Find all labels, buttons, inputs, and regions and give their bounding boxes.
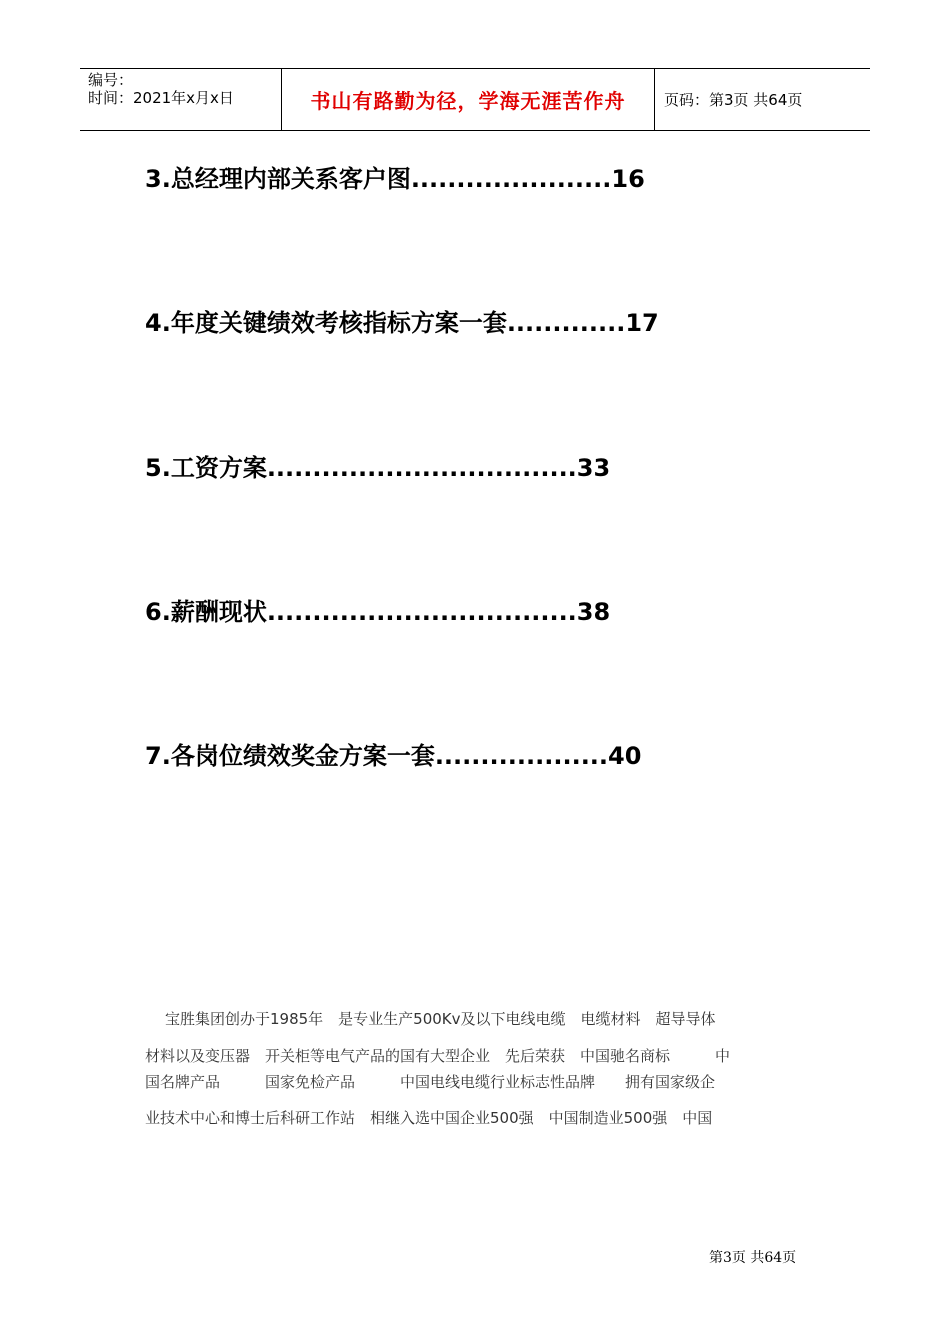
toc-entry[interactable]: 6.薪酬现状..................................38 xyxy=(145,598,611,626)
header-page-cell xyxy=(655,69,870,130)
header-page-number: 页码：第3页 共64页 xyxy=(664,91,803,109)
body-text-line: 材料以及变压器 开关柜等电气产品的国有大型企业 先后荣获 中国驰名商标 中 xyxy=(145,1047,731,1065)
toc-entry[interactable]: 4.年度关键绩效考核指标方案一套.............17 xyxy=(145,309,659,337)
header-motto-cell xyxy=(282,69,655,130)
body-text-line: 宝胜集团创办于1985年 是专业生产500Kv及以下电线电缆 电缆材料 超导导体 xyxy=(165,1010,716,1028)
toc-entry[interactable]: 5.工资方案..................................33 xyxy=(145,454,611,482)
document-time-label: 时间：2021年x月x日 xyxy=(88,89,234,107)
toc-entry[interactable]: 3.总经理内部关系客户图......................16 xyxy=(145,165,645,193)
page-header xyxy=(80,68,870,131)
document-number-label: 编号： xyxy=(88,71,134,89)
header-motto: 书山有路勤为径，学海无涯苦作舟 xyxy=(310,89,626,113)
body-text-line: 国名牌产品 国家免检产品 中国电线电缆行业标志性品牌 拥有国家级企 xyxy=(145,1073,716,1091)
toc-entry[interactable]: 7.各岗位绩效奖金方案一套...................40 xyxy=(145,742,642,770)
header-meta-cell xyxy=(80,69,282,130)
page-footer: 第3页 共64页 xyxy=(709,1250,797,1266)
body-text-line: 业技术中心和博士后科研工作站 相继入选中国企业500强 中国制造业500强 中国 xyxy=(145,1109,713,1127)
